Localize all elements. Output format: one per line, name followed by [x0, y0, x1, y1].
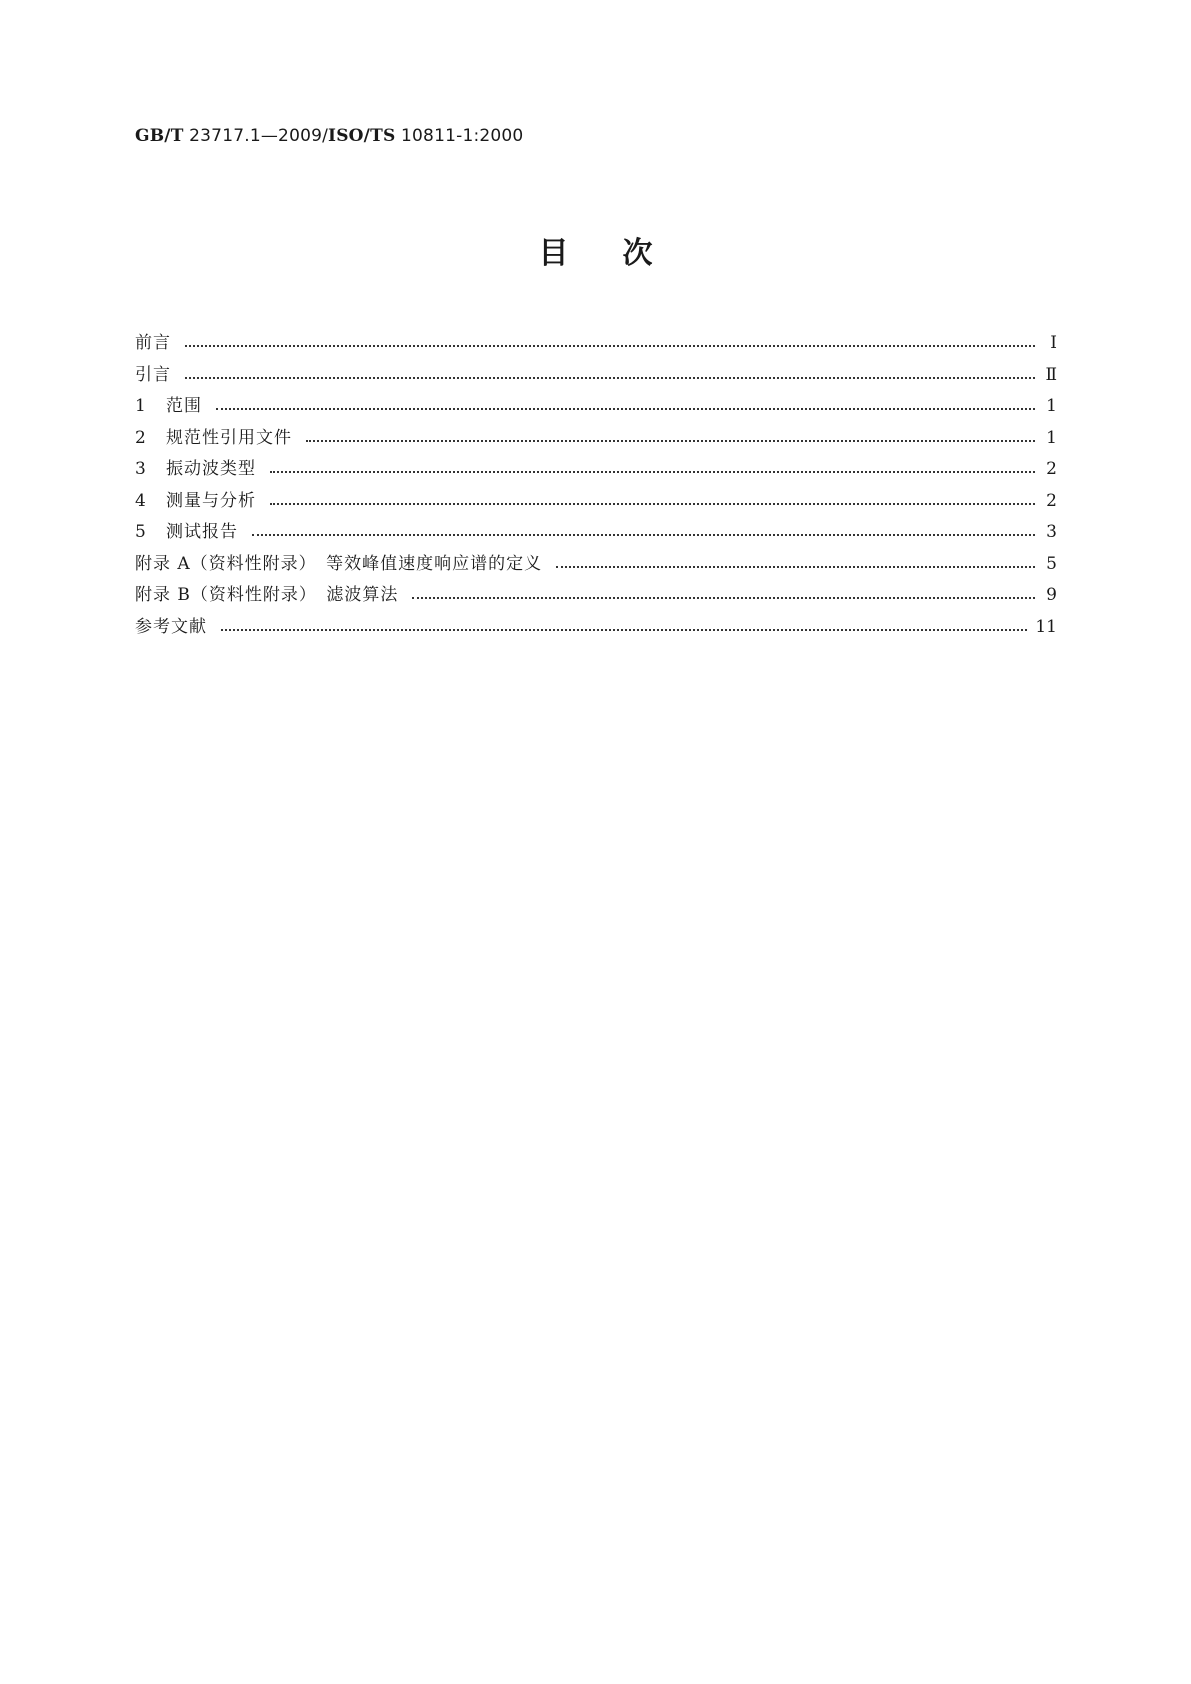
toc-entry-test-report[interactable] [135, 517, 1057, 549]
toc-entry-page: 1 [1046, 427, 1057, 448]
standard-number-header [135, 126, 523, 146]
header-iso-number: 10811-1:2000 [395, 126, 524, 146]
table-of-contents [135, 328, 1057, 643]
toc-entry-page: 2 [1046, 459, 1057, 479]
toc-entry-number: 5 [135, 522, 146, 542]
toc-entry-page: 3 [1046, 522, 1057, 542]
dot-leader [270, 462, 1035, 474]
dot-leader [306, 431, 1035, 443]
toc-entry-bibliography[interactable] [135, 612, 1057, 644]
dot-leader [270, 494, 1035, 506]
toc-entry-label: 规范性引用文件 [166, 427, 292, 448]
toc-entry-number: 4 [135, 490, 146, 511]
toc-entry-label: 范围 [166, 396, 202, 416]
dot-leader [412, 588, 1035, 600]
toc-entry-page: Ⅱ [1045, 364, 1057, 385]
page-title: 目次 [538, 236, 707, 271]
toc-entry-label: 前言 [135, 333, 171, 353]
header-std-number: 23717.1—2009/ [183, 126, 329, 146]
dot-leader [556, 557, 1035, 569]
dot-leader [252, 525, 1035, 537]
toc-entry-page: 1 [1046, 396, 1057, 416]
header-iso-prefix: ISO/TS [328, 126, 396, 146]
toc-entry-vibration-wave-types[interactable] [135, 454, 1057, 486]
toc-entry-page: 9 [1046, 585, 1057, 605]
toc-entry-label: 测量与分析 [166, 490, 256, 511]
dot-leader [221, 620, 1027, 632]
toc-entry-page: 5 [1046, 553, 1057, 574]
toc-entry-number: 1 [135, 396, 146, 416]
dot-leader [185, 336, 1035, 348]
toc-entry-label: 附录 B（资料性附录） 滤波算法 [135, 585, 399, 605]
toc-entry-label: 附录 A（资料性附录） 等效峰值速度响应谱的定义 [135, 553, 543, 574]
toc-entry-normative-references[interactable] [135, 423, 1057, 455]
dot-leader [185, 368, 1035, 380]
toc-entry-scope[interactable] [135, 391, 1057, 423]
toc-entry-page: 11 [1035, 616, 1057, 637]
toc-entry-introduction[interactable] [135, 360, 1057, 392]
toc-entry-annex-a[interactable] [135, 549, 1057, 581]
header-prefix: GB/T [135, 126, 184, 146]
toc-entry-foreword[interactable] [135, 328, 1057, 360]
toc-entry-label: 引言 [135, 364, 171, 385]
toc-entry-label: 测试报告 [166, 522, 238, 542]
toc-entry-number: 2 [135, 427, 146, 448]
toc-entry-annex-b[interactable] [135, 580, 1057, 612]
toc-entry-label: 振动波类型 [166, 459, 256, 479]
toc-entry-number: 3 [135, 459, 146, 479]
toc-entry-label: 参考文献 [135, 616, 207, 637]
toc-entry-page: Ⅰ [1050, 333, 1057, 353]
dot-leader [216, 399, 1035, 411]
toc-entry-measurement-analysis[interactable] [135, 486, 1057, 518]
toc-entry-page: 2 [1046, 490, 1057, 511]
